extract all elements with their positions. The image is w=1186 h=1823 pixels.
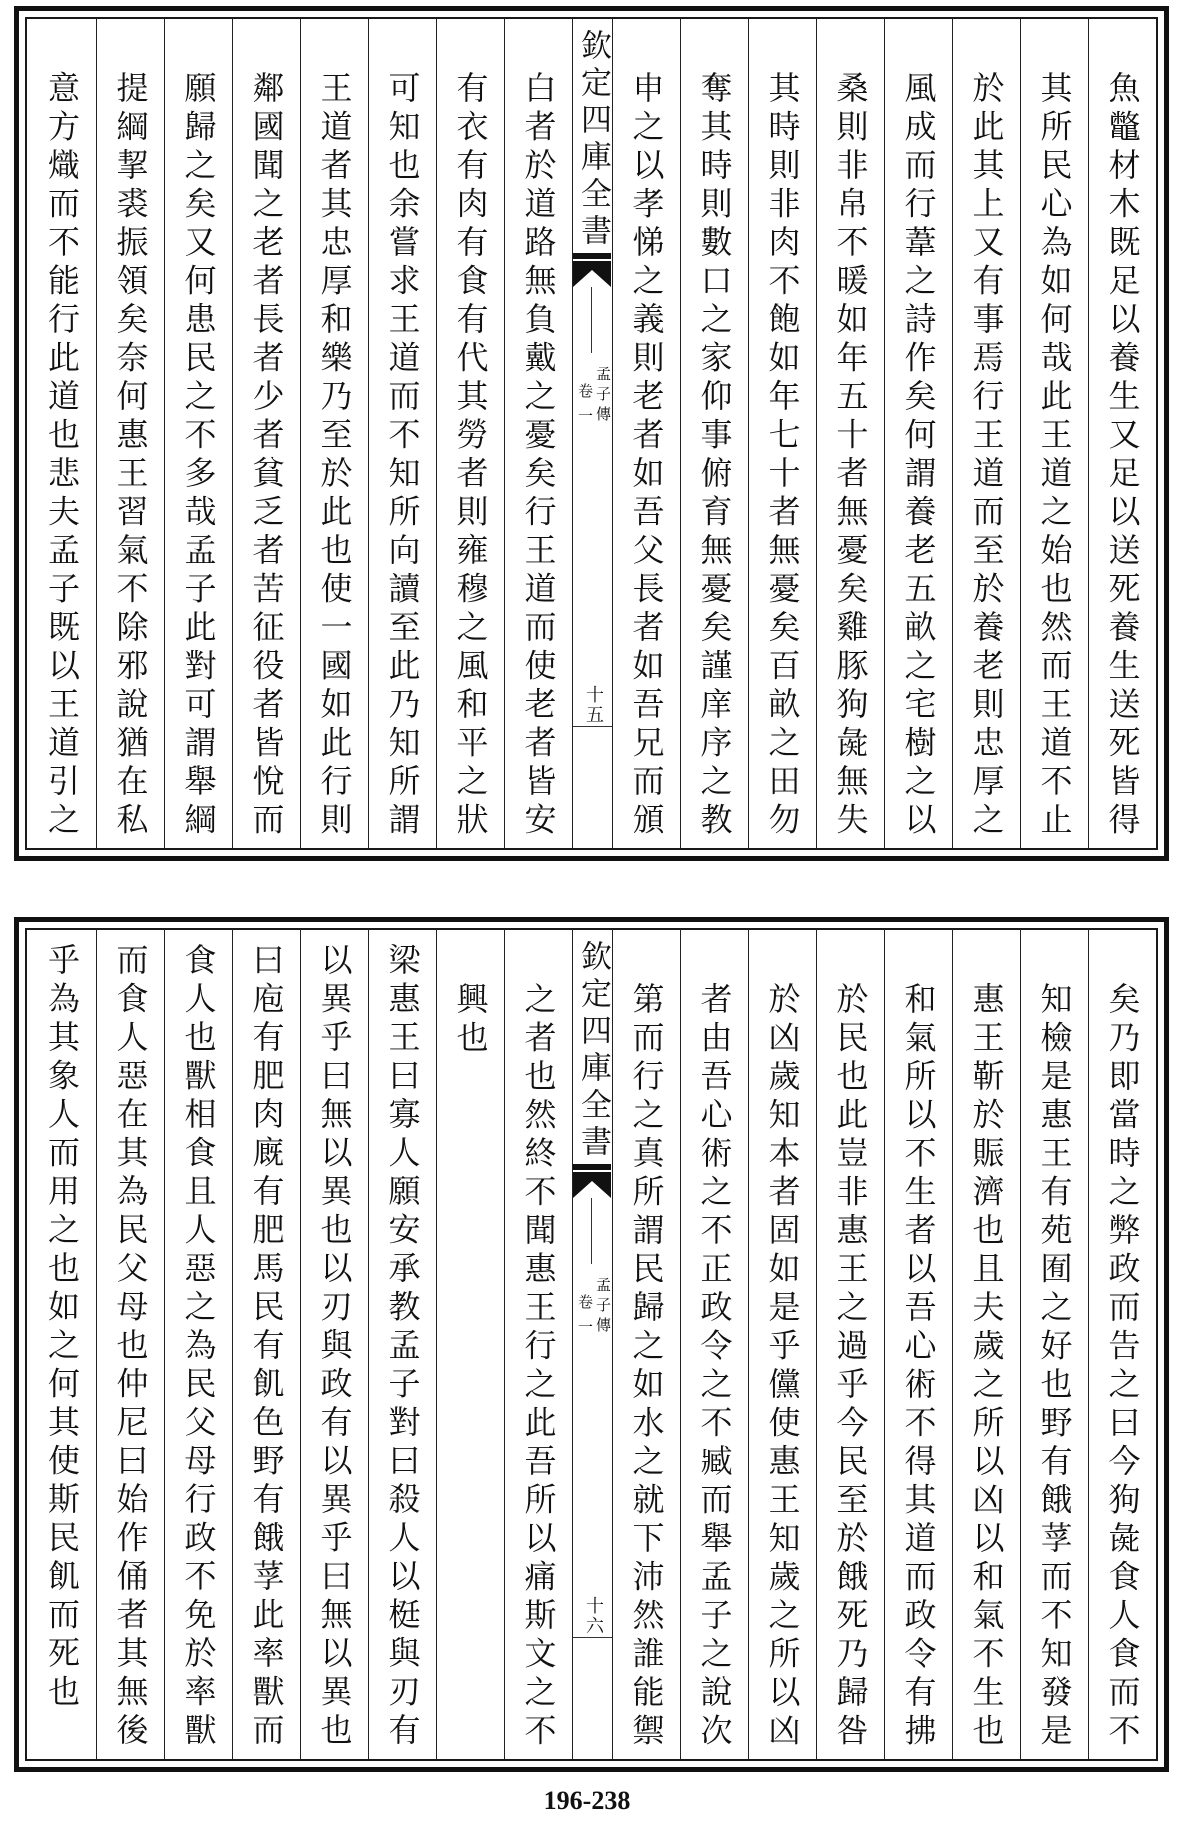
fishtail-shape <box>573 1172 611 1198</box>
commentary-column <box>436 19 504 848</box>
fishtail-band <box>573 253 611 259</box>
column-text: 矣乃即當時之弊政而告之曰今狗彘食人食而不 <box>1103 982 1142 1752</box>
work-title: 孟子傳 <box>594 1277 612 1337</box>
page-panel-lower <box>14 917 1169 1772</box>
commentary-column <box>816 19 884 848</box>
volume-label: 卷一 <box>576 383 594 433</box>
work-title: 孟子傳 <box>594 366 612 426</box>
main-text-column <box>300 930 368 1759</box>
page-panel-upper <box>14 6 1169 861</box>
column-text: 魚鼈材木既足以養生又足以送死養生送死皆得 <box>1103 71 1142 841</box>
commentary-column <box>884 19 952 848</box>
column-text: 之者也然終不聞惠王行之此吾所以痛斯文之不 <box>519 982 558 1752</box>
column-text: 興也 <box>451 982 490 1059</box>
column-text: 王道者其忠厚和樂乃至於此也使一國如此行則 <box>315 71 354 841</box>
commentary-column <box>816 930 884 1759</box>
main-text-column <box>164 930 232 1759</box>
commentary-column <box>952 19 1020 848</box>
column-text: 於民也此豈非惠王之過乎今民至於餓死乃歸咎 <box>831 982 870 1752</box>
fishtail-ornament <box>573 253 611 287</box>
column-text: 其所民心為如何哉此王道之始也然而王道不止 <box>1035 71 1074 841</box>
column-text: 而食人惡在其為民父母也仲尼曰始作俑者其無後 <box>111 943 150 1752</box>
column-text: 食人也獸相食且人惡之為民父母行政不免於率獸 <box>179 943 218 1752</box>
commentary-column <box>504 930 572 1759</box>
column-text: 奪其時則數口之家仰事俯育無憂矣謹庠序之教 <box>695 71 734 841</box>
column-text: 知檢是惠王有苑囿之好也野有餓莩而不知發是 <box>1035 982 1074 1752</box>
commentary-column <box>612 19 680 848</box>
commentary-column <box>612 930 680 1759</box>
leaf-rule <box>573 1637 612 1638</box>
page-frame <box>25 17 1158 850</box>
main-text-column <box>96 930 164 1759</box>
column-text: 於此其上又有事焉行王道而至於養老則忠厚之 <box>967 71 1006 841</box>
column-text: 申之以孝悌之義則老者如吾父長者如吾兄而頒 <box>627 71 666 841</box>
column-text: 和氣所以不生者以吾心術不得其道而政令有拂 <box>899 982 938 1752</box>
column-text: 意方熾而不能行此道也悲夫孟子既以王道引之 <box>43 71 81 841</box>
commentary-column <box>504 19 572 848</box>
leaf-rule <box>573 726 612 727</box>
commentary-column <box>436 930 504 1759</box>
main-text-column <box>28 930 96 1759</box>
commentary-column <box>1020 19 1088 848</box>
commentary-column <box>1088 930 1156 1759</box>
leaf-number: 十五 <box>583 685 604 725</box>
page-number: 196-238 <box>543 1786 631 1815</box>
commentary-column <box>96 19 164 848</box>
column-text: 第而行之真所謂民歸之如水之就下沛然誰能禦 <box>627 982 666 1752</box>
commentary-column <box>28 19 96 848</box>
column-text: 風成而行葦之詩作矣何謂養老五畝之宅樹之以 <box>899 71 938 841</box>
column-text: 曰庖有肥肉廐有肥馬民有飢色野有餓莩此率獸而 <box>247 943 286 1752</box>
column-text: 者由吾心術之不正政令之不臧而舉孟子之說次 <box>695 982 734 1752</box>
commentary-column <box>748 19 816 848</box>
column-text: 願歸之矣又何患民之不多哉孟子此對可謂舉綱 <box>179 71 218 841</box>
commentary-column <box>300 19 368 848</box>
column-text: 有衣有肉有食有代其勞者則雍穆之風和平之狀 <box>451 71 490 841</box>
center-column <box>572 930 612 1759</box>
commentary-column <box>680 19 748 848</box>
commentary-column <box>232 19 300 848</box>
commentary-column <box>680 930 748 1759</box>
column-text: 於凶歲知本者固如是乎儻使惠王知歲之所以凶 <box>763 982 802 1752</box>
center-column <box>572 19 612 848</box>
fishtail-ornament <box>573 1164 611 1198</box>
leaf-number: 十六 <box>583 1596 604 1636</box>
commentary-column <box>1088 19 1156 848</box>
commentary-column <box>368 19 436 848</box>
column-text: 惠王靳於賑濟也且夫歲之所以凶以和氣不生也 <box>967 982 1006 1752</box>
column-text: 鄰國聞之老者長者少者貧乏者苦征役者皆悅而 <box>247 71 286 841</box>
commentary-column <box>1020 930 1088 1759</box>
column-text: 乎為其象人而用之也如之何其使斯民飢而死也 <box>43 943 81 1713</box>
center-rule <box>591 287 592 353</box>
commentary-column <box>748 930 816 1759</box>
volume-label: 卷一 <box>576 1294 594 1344</box>
commentary-column <box>164 19 232 848</box>
fishtail-shape <box>573 261 611 287</box>
fishtail-band <box>573 1164 611 1170</box>
main-text-column <box>232 930 300 1759</box>
column-text: 提綱挈裘振領矣奈何惠王習氣不除邪說猶在私 <box>111 71 150 841</box>
commentary-column <box>884 930 952 1759</box>
column-text: 桑則非帛不暖如年五十者無憂矣雞豚狗彘無失 <box>831 71 870 841</box>
center-rule <box>591 1198 592 1264</box>
column-text: 白者於道路無負戴之憂矣行王道而使老者皆安 <box>519 71 558 841</box>
column-text: 梁惠王曰寡人願安承教孟子對曰殺人以梃與刃有 <box>383 943 422 1752</box>
main-text-column <box>368 930 436 1759</box>
column-text: 其時則非肉不飽如年七十者無憂矣百畝之田勿 <box>763 71 802 841</box>
column-text: 可知也余嘗求王道而不知所向讀至此乃知所謂 <box>383 71 422 841</box>
column-text: 以異乎曰無以異也以刃與政有以異乎曰無以異也 <box>315 943 354 1752</box>
book-title: 欽定四庫全書 <box>575 940 611 1162</box>
page-frame <box>25 928 1158 1761</box>
commentary-column <box>952 930 1020 1759</box>
book-title: 欽定四庫全書 <box>575 29 611 251</box>
